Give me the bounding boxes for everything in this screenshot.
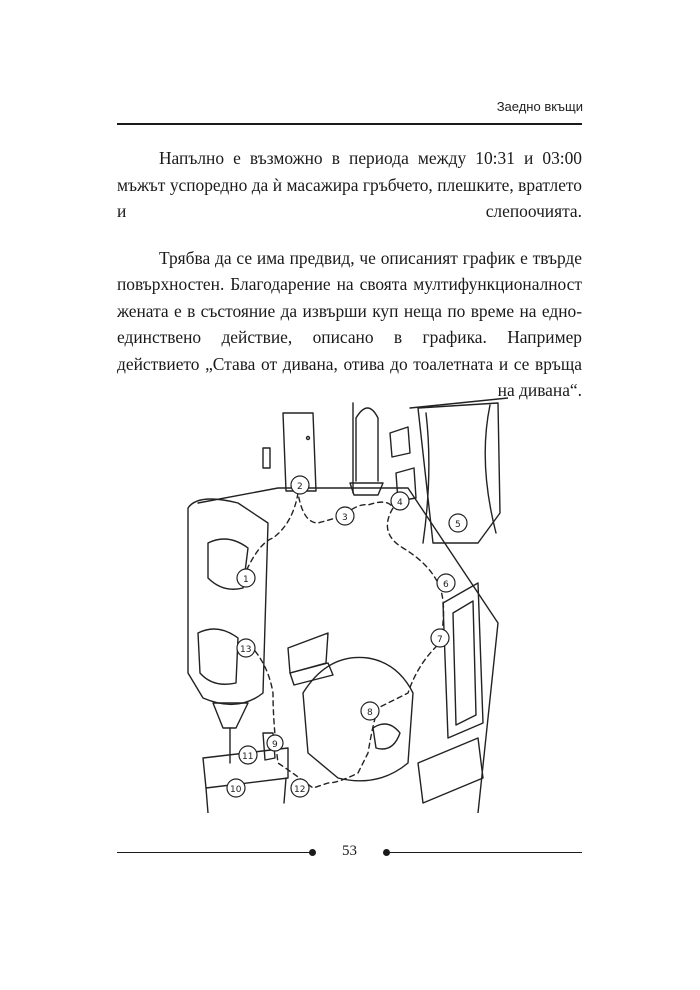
page-number: 53	[342, 843, 357, 859]
marker-8: 8	[367, 708, 373, 718]
header-rule	[117, 123, 582, 125]
mirror-console	[350, 408, 416, 501]
marker-7: 7	[437, 635, 443, 645]
room-illustration	[178, 393, 508, 813]
page-footer	[117, 843, 582, 863]
marker-3: 3	[342, 513, 348, 523]
marker-13: 13	[240, 645, 252, 655]
marker-12: 12	[294, 785, 306, 795]
running-head: Заедно вкъщи	[496, 99, 583, 114]
door	[263, 413, 316, 491]
tv	[418, 583, 483, 803]
laptop	[288, 633, 333, 685]
marker-10: 10	[230, 785, 242, 795]
marker-5: 5	[455, 520, 461, 530]
footer-rule-right	[387, 852, 582, 853]
marker-6: 6	[443, 580, 449, 590]
marker-9: 9	[272, 740, 278, 750]
marker-11: 11	[242, 752, 254, 762]
body-text	[117, 145, 582, 424]
left-sofa	[188, 499, 268, 704]
armchair	[303, 657, 413, 780]
paragraph-1: Напълно е възможно в периода между 10:31 и 03:00 мъжът успоредно да ѝ масажира гръбчето, плешките, вратлето и слепоочията.	[117, 148, 582, 221]
marker-1: 1	[243, 575, 249, 585]
marker-4: 4	[397, 498, 403, 508]
marker-2: 2	[297, 482, 303, 492]
paragraph-2: Трябва да се има предвид, че описаният график е твърде повърхностен. Благодарение на своята мултифункционалност жената е в състояние да извърши куп неща по време на едно-единствено действие, описано в графика. Например действието „Става от дивана, отива до тоалетната и се връща на дивана“.	[117, 247, 582, 400]
